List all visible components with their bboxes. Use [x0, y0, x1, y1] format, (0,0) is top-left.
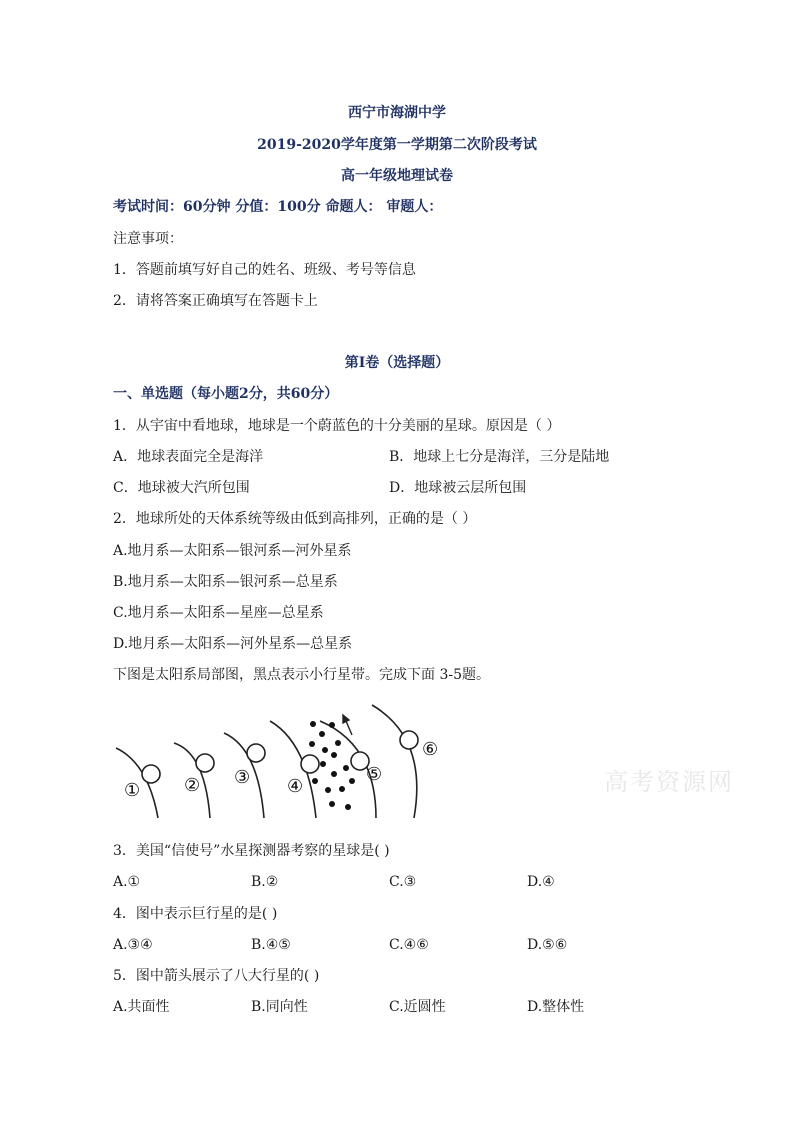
question-3-option-b: B.②	[251, 874, 279, 890]
label-5: ⑤	[366, 764, 383, 785]
question-1-stem: 1．从宇宙中看地球，地球是一个蔚蓝色的十分美丽的星球。原因是（ ）	[113, 418, 561, 434]
figure-intro: 下图是太阳系局部图，黑点表示小行星带。完成下面 3-5题。	[113, 667, 490, 683]
direction-arrow	[343, 715, 352, 735]
notice-item: 2．请将答案正确填写在答题卡上	[113, 293, 318, 309]
school-name: 西宁市海湖中学	[348, 105, 446, 121]
planet-3	[247, 744, 265, 762]
question-2-stem: 2．地球所处的天体系统等级由低到高排列，正确的是（ ）	[113, 511, 477, 527]
question-2-option-d: D.地月系—太阳系—河外星系—总星系	[113, 636, 353, 652]
exam-info: 考试时间：60分钟 分值：100分 命题人： 审题人：	[113, 199, 443, 215]
solar-system-diagram	[110, 693, 580, 823]
question-1-option-a: A．地球表面完全是海洋	[113, 449, 264, 465]
question-5-option-c: C.近圆性	[389, 999, 446, 1015]
label-4: ④	[287, 776, 304, 797]
planet-4	[301, 755, 319, 773]
question-4-option-b: B.④⑤	[251, 937, 291, 953]
question-2-option-b: B.地月系—太阳系—银河系—总星系	[113, 574, 338, 590]
question-3-stem: 3．美国“信使号”水星探测器考察的星球是( )	[113, 843, 390, 859]
question-2-option-a: A.地月系—太阳系—银河系—河外星系	[113, 543, 352, 559]
question-5-option-b: B.同向性	[251, 999, 308, 1015]
question-4-stem: 4．图中表示巨行星的是( )	[113, 906, 278, 922]
part-title: 一、单选题（每小题2分，共60分）	[113, 386, 339, 402]
question-5-option-d: D.整体性	[527, 999, 585, 1015]
section-title: 第I卷（选择题）	[344, 355, 450, 371]
label-3: ③	[234, 767, 251, 788]
watermark-text: 高考资源网	[604, 768, 734, 796]
question-3-option-d: D.④	[527, 874, 555, 890]
notice-title: 注意事项：	[113, 231, 183, 247]
question-5-stem: 5．图中箭头展示了八大行星的( )	[113, 968, 320, 984]
question-4-option-d: D.⑤⑥	[527, 937, 568, 953]
exam-term: 2019-2020学年度第一学期第二次阶段考试	[257, 137, 537, 153]
question-1-option-b: B．地球上七分是海洋，三分是陆地	[389, 449, 610, 465]
question-1-option-d: D．地球被云层所包围	[389, 480, 527, 496]
question-3-option-c: C.③	[389, 874, 417, 890]
question-5-option-a: A.共面性	[113, 999, 170, 1015]
question-1-option-c: C．地球被大汽所包围	[113, 480, 250, 496]
label-2: ②	[184, 775, 201, 796]
planet-2	[196, 754, 214, 772]
notice-item: 1．答题前填写好自己的姓名、班级、考号等信息	[113, 262, 416, 278]
planet-1	[142, 765, 160, 783]
question-3-option-a: A.①	[113, 874, 141, 890]
paper-title: 高一年级地理试卷	[341, 168, 453, 184]
question-4-option-a: A.③④	[113, 937, 153, 953]
label-1: ①	[124, 780, 141, 801]
label-6: ⑥	[422, 739, 439, 760]
question-4-option-c: C.④⑥	[389, 937, 429, 953]
planet-6	[400, 731, 418, 749]
question-2-option-c: C.地月系—太阳系—星座—总星系	[113, 605, 324, 621]
orbit-6	[372, 705, 417, 818]
